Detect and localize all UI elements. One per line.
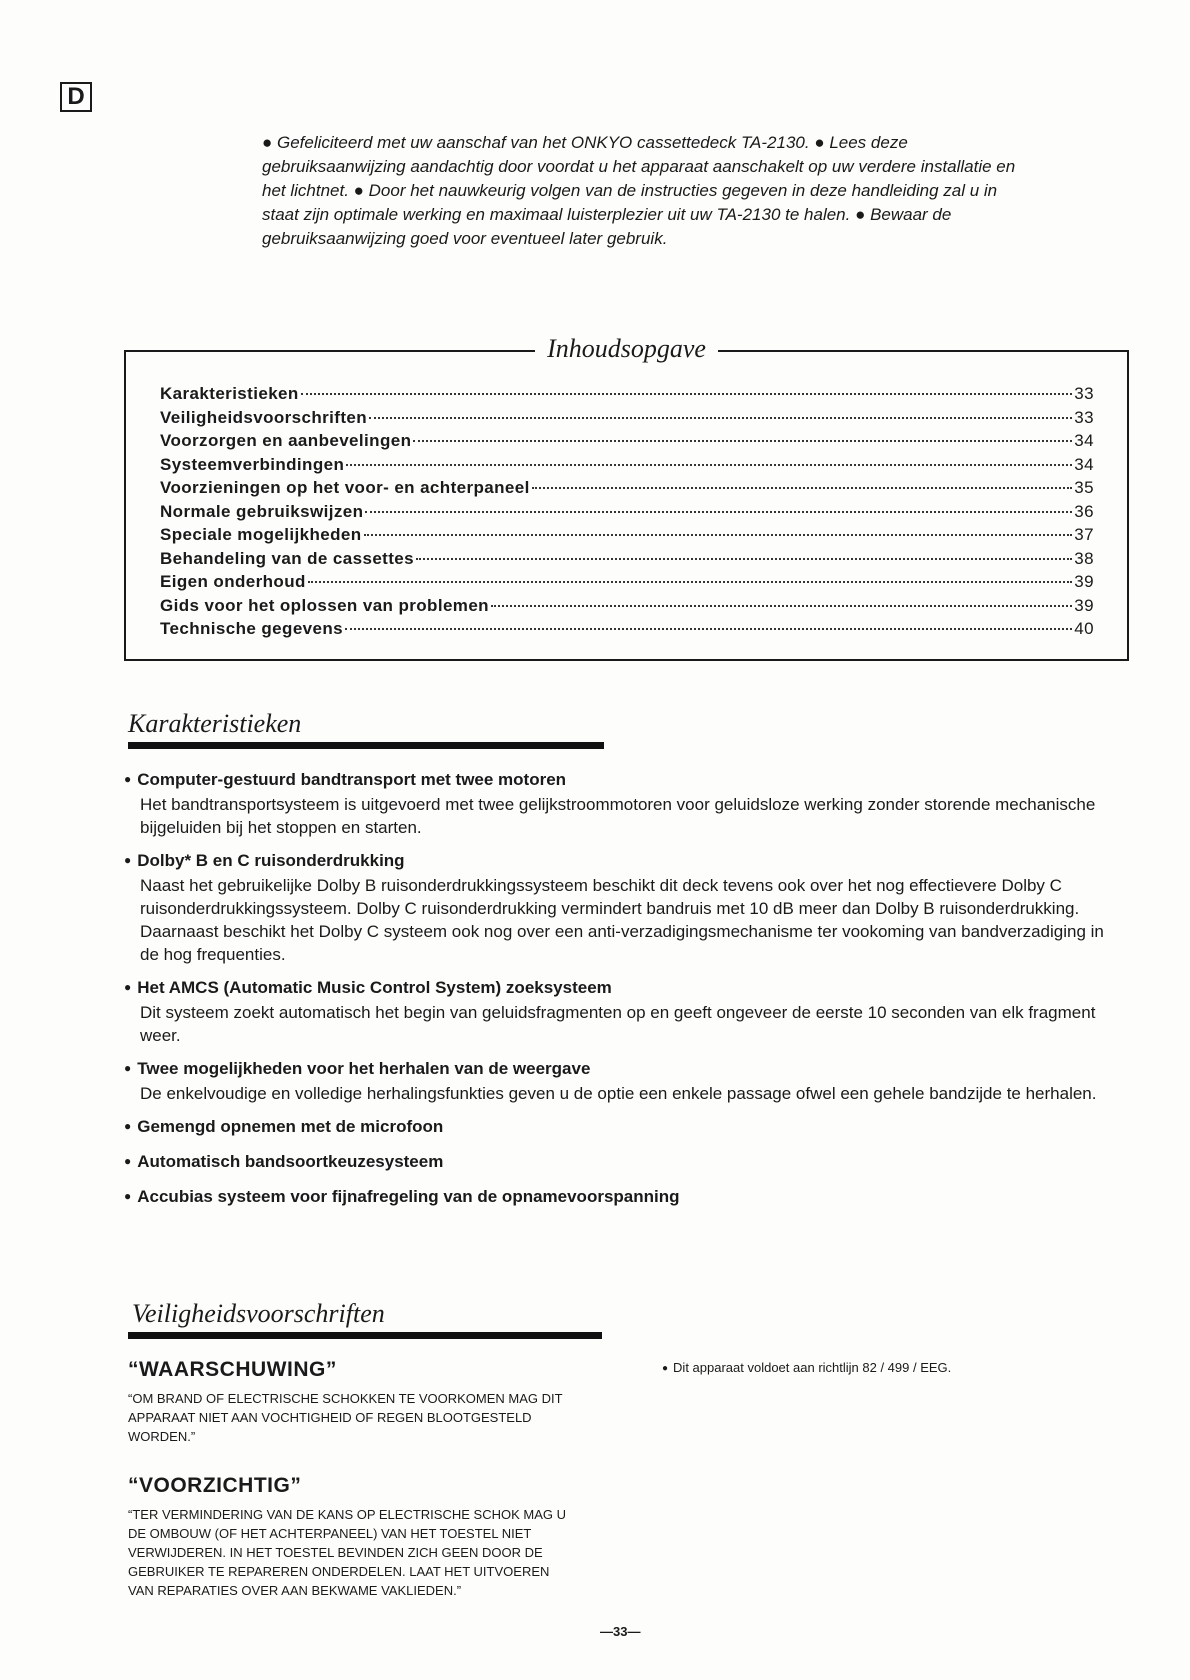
caution-text: “TER VERMINDERING VAN DE KANS OP ELECTRISCHE SCHOK MAG U DE OMBOUW (OF HET ACHTERPANEEL) VAN HET TOESTEL NIET VERWIJDEREN. IN HET TOESTEL BEVINDEN ZICH GEEN DOOR DE GEBRUIKER TE REPAREREN ONDERDELEN. LAAT HET UITVOEREN VAN REPARATIES OVER AAN BEKWAME VAKLIEDEN.”: [128, 1507, 566, 1598]
toc-entry-label: Behandeling van de cassettes: [160, 548, 415, 568]
toc-leader-dots: [532, 487, 1073, 489]
toc-entry-page: 37: [1074, 525, 1094, 544]
toc-entry-page: 33: [1074, 407, 1094, 427]
feature-item: [124, 1115, 1124, 1140]
toc-leader-dots: [365, 511, 1072, 513]
toc-entry-page: 36: [1074, 501, 1094, 521]
caution-heading: “VOORZICHTIG”: [128, 1474, 302, 1497]
toc-entry-page: 39: [1074, 595, 1094, 615]
eeg-note: ● Dit apparaat voldoet aan richtlijn 82 / 499 / EEG.: [662, 1358, 951, 1379]
toc-leader-dots: [491, 605, 1072, 607]
toc-title-wrap: [126, 332, 1127, 366]
toc-leader-dots: [416, 558, 1072, 560]
toc-leader-dots: [308, 581, 1073, 583]
toc-entry-label: Gids voor het oplossen van problemen: [160, 595, 489, 615]
toc-entry: [160, 525, 1094, 549]
toc-list: [160, 384, 1094, 643]
toc-entry: [160, 572, 1094, 596]
toc-entry-page: 34: [1074, 454, 1094, 474]
section-title-karakteristieken: Karakteristieken: [128, 709, 302, 738]
toc-entry: [160, 596, 1094, 620]
feature-heading: ● Automatisch bandsoortkeuzesysteem: [124, 1150, 1124, 1175]
feature-item: [124, 976, 1124, 1047]
toc-entry: [160, 502, 1094, 526]
toc-entry: [160, 549, 1094, 573]
toc-entry: [160, 619, 1094, 643]
toc-entry-label: Technische gegevens: [160, 619, 344, 638]
feature-item: [124, 1057, 1124, 1105]
toc-entry-page: 34: [1074, 431, 1094, 450]
feature-description: Dit systeem zoekt automatisch het begin van geluidsfragmenten op en geeft ongeveer de eerste 10 seconden van elk fragment weer.: [140, 1003, 1096, 1045]
toc-entry-label: Normale gebruikswijzen: [160, 501, 364, 521]
toc-title: Inhoudsopgave: [535, 334, 718, 363]
section-rule: [128, 742, 604, 749]
section-rule: [128, 1332, 602, 1339]
toc-entry-label: Voorzieningen op het voor- en achterpaneel: [160, 478, 530, 497]
feature-heading: ● Computer-gestuurd bandtransport met twee motoren: [124, 768, 1124, 793]
toc-entry-page: 39: [1074, 572, 1094, 591]
toc-entry-label: Voorzorgen en aanbevelingen: [160, 431, 412, 450]
feature-heading: ● Het AMCS (Automatic Music Control System) zoeksysteem: [124, 976, 1124, 1001]
feature-heading: ● Dolby* B en C ruisonderdrukking: [124, 849, 1124, 874]
intro-paragraph: ● Gefeliciteerd met uw aanschaf van het ONKYO cassettedeck TA-2130. ● Lees deze gebruiksaanwijzing aandachtig door voordat u het apparaat aanschakelt op uw verdere installatie en het lichtnet. ● Door het nauwkeurig volgen van de instructies gegeven in deze handleiding zal u in staat zijn optimale werking en maximaal luisterplezier uit uw TA-2130 te halen. ● Bewaar de gebruiksaanwijzing goed voor eventueel later gebruik.: [262, 133, 1016, 248]
toc-entry: [160, 408, 1094, 432]
feature-heading: ● Twee mogelijkheden voor het herhalen van de weergave: [124, 1057, 1124, 1082]
toc-entry: [160, 384, 1094, 408]
table-of-contents: [124, 334, 1129, 661]
feature-description: Het bandtransportsysteem is uitgevoerd met twee gelijkstroommotoren voor geluidsloze werking zonder storende mechanische bijgeluiden bij het stoppen en starten.: [140, 795, 1096, 837]
page-number: —33—: [600, 1624, 641, 1639]
toc-leader-dots: [369, 417, 1072, 419]
section-title-veiligheid: Veiligheidsvoorschriften: [132, 1299, 385, 1328]
feature-item: [124, 768, 1124, 839]
toc-leader-dots: [345, 628, 1072, 630]
toc-leader-dots: [364, 534, 1073, 536]
warning-heading: “WAARSCHUWING”: [128, 1358, 337, 1381]
toc-entry-page: 35: [1074, 478, 1094, 497]
toc-leader-dots: [413, 440, 1072, 442]
feature-heading: ● Accubias systeem voor fijnafregeling van de opnamevoorspanning: [124, 1185, 1124, 1210]
toc-entry-label: Karakteristieken: [160, 384, 299, 403]
warning-text: “OM BRAND OF ELECTRISCHE SCHOKKEN TE VOORKOMEN MAG DIT APPARAAT NIET AAN VOCHTIGHEID OF REGEN BLOOTGESTELD WORDEN.”: [128, 1391, 563, 1444]
feature-item: [124, 849, 1124, 966]
language-badge: D: [60, 82, 92, 112]
toc-entry-label: Speciale mogelijkheden: [160, 525, 362, 544]
toc-entry: [160, 478, 1094, 502]
toc-entry-page: 38: [1074, 548, 1094, 568]
toc-entry: [160, 455, 1094, 479]
toc-entry-label: Eigen onderhoud: [160, 572, 306, 591]
toc-entry-label: Systeemverbindingen: [160, 454, 345, 474]
feature-item: [124, 1185, 1124, 1210]
toc-entry-page: 33: [1074, 384, 1094, 403]
feature-item: [124, 1150, 1124, 1175]
toc-entry-label: Veiligheidsvoorschriften: [160, 407, 368, 427]
toc-leader-dots: [301, 393, 1073, 395]
feature-description: Naast het gebruikelijke Dolby B ruisonderdrukkingssysteem beschikt dit deck tevens ook over het nog effectievere Dolby C ruisonderdrukkingssysteem. Dolby C ruisonderdrukking vermindert bandruis met 10 dB meer dan Dolby B ruisonderdrukking. Daarnaast beschikt het Dolby C systeem ook nog over een anti-verzadigingsmechanisme ter vookoming van bandverzadiging in de hog frequenties.: [140, 876, 1104, 964]
feature-description: De enkelvoudige en volledige herhalingsfunkties geven u de optie een enkele passage ofwel een gehele bandzijde te herhalen.: [140, 1084, 1097, 1103]
toc-leader-dots: [346, 464, 1072, 466]
toc-entry-page: 40: [1074, 619, 1094, 638]
feature-heading: ● Gemengd opnemen met de microfoon: [124, 1115, 1124, 1140]
toc-entry: [160, 431, 1094, 455]
feature-list: [124, 768, 1124, 1220]
